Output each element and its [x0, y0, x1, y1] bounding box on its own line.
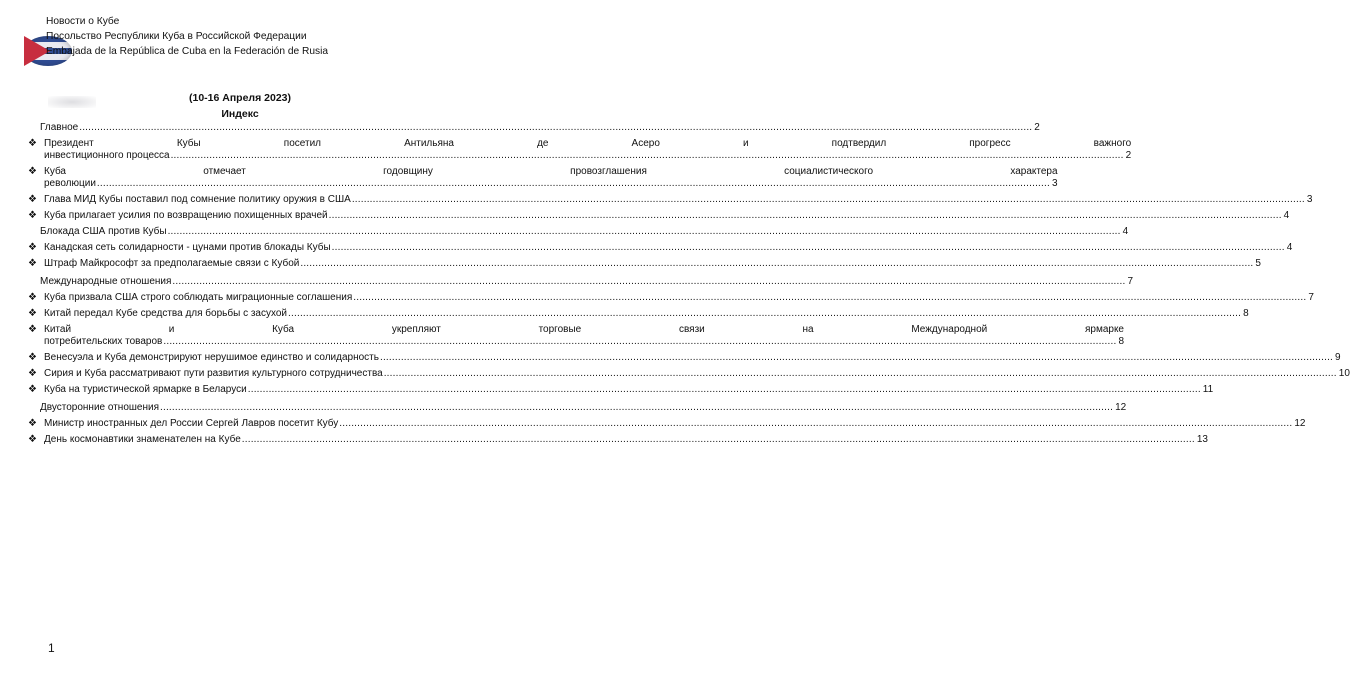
index-title: Индекс [221, 108, 259, 120]
diamond-bullet-icon: ❖ [28, 166, 37, 177]
diamond-bullet-icon: ❖ [28, 292, 37, 303]
toc-item[interactable]: ❖ Президент Кубы посетил Антильяна де Асеро и подтвердил прогресс важного инвестиционного процесса ..... 2 [28, 138, 446, 162]
diamond-bullet-icon: ❖ [28, 418, 37, 429]
date-range: (10-16 Апреля 2023) [188, 92, 292, 104]
diamond-bullet-icon: ❖ [28, 258, 37, 269]
header-line-3: Embajada de la República de Cuba en la Federación de Rusia [46, 46, 329, 57]
toc-item[interactable]: ❖ Куба отмечает годовщину провозглашения социалистического характера революции ..... 3 [28, 166, 446, 190]
toc-item[interactable]: ❖ Министр иностранных дел России Сергей Лавров посетит Кубу ..... 12 [28, 418, 446, 430]
toc-item[interactable]: ❖ Венесуэла и Куба демонстрируют нерушимое единство и солидарность ..... 9 [28, 352, 446, 364]
diamond-bullet-icon: ❖ [28, 384, 37, 395]
diamond-bullet-icon: ❖ [28, 324, 37, 335]
toc-section[interactable]: Главное ..... 2 [28, 122, 446, 134]
toc-item[interactable]: ❖ День космонавтики знаменателен на Кубе ..... 13 [28, 434, 446, 446]
table-of-contents [28, 122, 1350, 446]
diamond-bullet-icon: ❖ [28, 308, 37, 319]
header-line-1: Новости о Кубе [46, 16, 120, 27]
toc-section[interactable]: Блокада США против Кубы ..... 4 [28, 226, 446, 238]
diamond-bullet-icon: ❖ [28, 138, 37, 149]
page-number: 1 [48, 641, 55, 655]
toc-section[interactable]: Международные отношения ..... 7 [28, 276, 446, 288]
toc-item[interactable]: ❖ Штраф Майкрософт за предполагаемые связи с Кубой ..... 5 [28, 258, 446, 270]
diamond-bullet-icon: ❖ [28, 194, 37, 205]
diamond-bullet-icon: ❖ [28, 434, 37, 445]
diamond-bullet-icon: ❖ [28, 368, 37, 379]
toc-item[interactable]: ❖ Китай передал Кубе средства для борьбы с засухой ..... 8 [28, 308, 446, 320]
toc-section[interactable]: Двусторонние отношения ..... 12 [28, 402, 446, 414]
diamond-bullet-icon: ❖ [28, 242, 37, 253]
diamond-bullet-icon: ❖ [28, 210, 37, 221]
document-header [46, 14, 466, 59]
toc-item[interactable]: ❖ Глава МИД Кубы поставил под сомнение политику оружия в США ..... 3 [28, 194, 446, 206]
toc-item[interactable]: ❖ Куба на туристической ярмарке в Беларуси ..... 11 [28, 384, 446, 396]
diamond-bullet-icon: ❖ [28, 352, 37, 363]
toc-item[interactable]: ❖ Куба призвала США строго соблюдать миграционные соглашения ..... 7 [28, 292, 446, 304]
toc-item[interactable]: ❖ Куба прилагает усилия по возвращению похищенных врачей ..... 4 [28, 210, 446, 222]
header-line-2: Посольство Республики Куба в Российской Федерации [46, 31, 307, 42]
toc-item[interactable]: ❖ Китай и Куба укрепляют торговые связи на Международной ярмарке потребительских товаров ..... 8 [28, 324, 446, 348]
toc-item[interactable]: ❖ Сирия и Куба рассматривают пути развития культурного сотрудничества ..... 10 [28, 368, 446, 380]
toc-item[interactable]: ❖ Канадская сеть солидарности - цунами против блокады Кубы ..... 4 [28, 242, 446, 254]
